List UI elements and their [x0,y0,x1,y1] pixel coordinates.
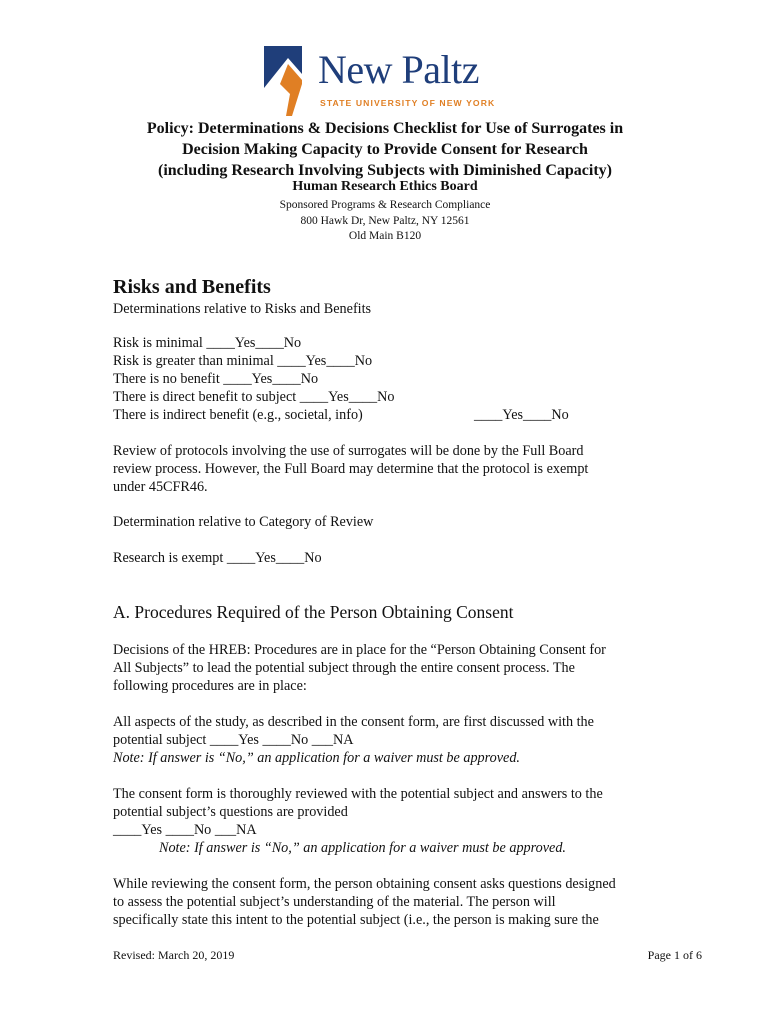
question-3-line-2: to assess the potential subject’s understanding of the material. The person will [113,894,556,910]
question-2-line-2: potential subject’s questions are provided [113,804,348,820]
decisions-line-1: Decisions of the HREB: Procedures are in place for the “Person Obtaining Consent for [113,642,606,658]
question-3-line-1: While reviewing the consent form, the person obtaining consent asks questions designed [113,876,616,892]
title-line-3: (including Research Involving Subjects with Diminished Capacity) [158,162,612,179]
section-a-heading: A. Procedures Required of the Person Obtaining Consent [113,602,514,622]
decisions-line-2: All Subjects” to lead the potential subject through the entire consent process. The [113,660,575,676]
question-3-line-3: specifically state this intent to the potential subject (i.e., the person is making sure the [113,912,599,928]
decisions-line-3: following procedures are in place: [113,678,307,694]
logo-mark-icon [262,44,314,116]
category-determination: Determination relative to Category of Review [113,514,374,530]
footer-revised: Revised: March 20, 2019 [113,948,235,962]
question-2-line-3: ____Yes ____No ___NA [113,822,257,838]
risks-heading: Risks and Benefits [113,276,271,298]
title-line-2: Decision Making Capacity to Provide Consent for Research [182,141,588,158]
board-name: Human Research Ethics Board [292,179,478,194]
risk-item-no-benefit: There is no benefit ____Yes____No [113,371,319,387]
building-address: Old Main B120 [348,230,422,242]
risk-item-greater: Risk is greater than minimal ____Yes____No [113,353,373,369]
review-line-3: under 45CFR46. [113,479,208,495]
footer-page-number: Page 1 of 6 [647,948,702,962]
review-line-1: Review of protocols involving the use of surrogates will be done by the Full Board [113,443,584,459]
logo-wordmark: New Paltz [318,47,480,92]
office-name: Sponsored Programs & Research Compliance [279,199,491,211]
risk-item-minimal: Risk is minimal ____Yes____No [113,335,302,351]
question-2-line-1: The consent form is thoroughly reviewed with the potential subject and answers to the [113,786,603,802]
question-1-line-2: potential subject ____Yes ____No ___NA [113,732,354,748]
question-1-note: Note: If answer is “No,” an application for a waiver must be approved. [113,750,520,766]
review-line-2: review process. However, the Full Board may determine that the protocol is exempt [113,461,589,477]
research-exempt: Research is exempt ____Yes____No [113,550,322,566]
document-title [60,118,710,181]
question-2-note: Note: If answer is “No,” an application for a waiver must be approved. [159,840,566,856]
title-line-1: Policy: Determinations & Decisions Checklist for Use of Surrogates in [146,120,624,137]
risks-intro: Determinations relative to Risks and Benefits [113,301,372,317]
street-address: 800 Hawk Dr, New Paltz, NY 12561 [300,215,470,227]
question-1-line-1: All aspects of the study, as described in the consent form, are first discussed with the [113,714,594,730]
indirect-benefit-answer: ____Yes____No [474,407,569,423]
new-paltz-logo [262,44,512,116]
risk-item-indirect-benefit: There is indirect benefit (e.g., societal, info) [113,407,363,423]
logo-subtitle: STATE UNIVERSITY OF NEW YORK [320,98,496,108]
risk-item-direct-benefit: There is direct benefit to subject ____Yes____No [113,389,395,405]
